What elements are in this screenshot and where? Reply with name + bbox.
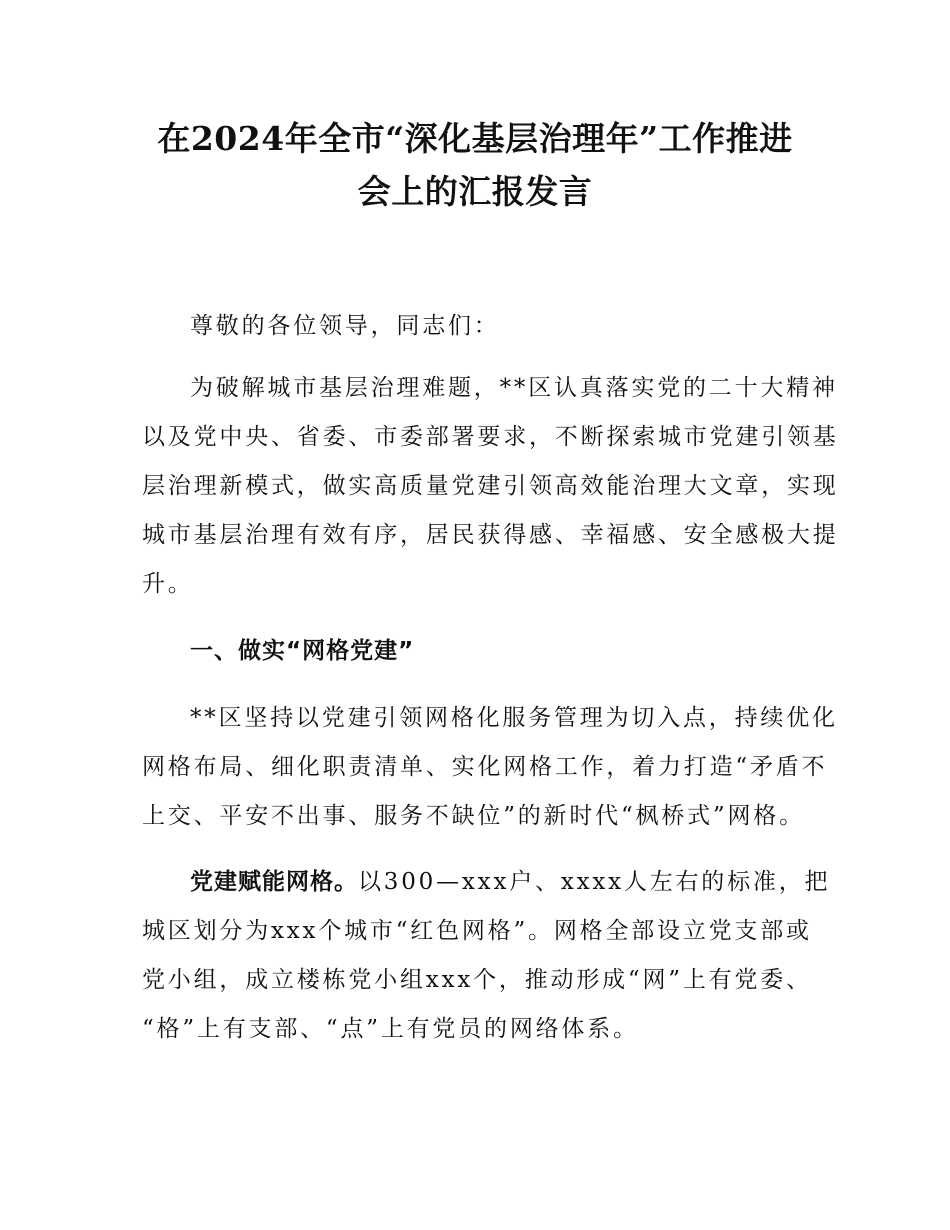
section1-para1-line: 上交、平安不出事、服务不缺位”的新时代“枫桥式”网格。 xyxy=(142,803,805,829)
section1-para2-first-line xyxy=(142,858,831,907)
section1-para2-line: “格”上有支部、“点”上有党员的网络体系。 xyxy=(142,1016,639,1042)
title-line-1: 在2024年全市“深化基层治理年”工作推进 xyxy=(157,119,793,158)
intro-paragraph xyxy=(142,364,839,609)
section1-paragraph-1 xyxy=(142,694,838,841)
section1-para2-lead: 党建赋能网格。 xyxy=(190,869,358,895)
document-title xyxy=(100,112,850,218)
section1-para1-line: **区坚持以党建引领网格化服务管理为切入点，持续优化 xyxy=(190,705,838,731)
intro-line: 层治理新模式，做实高质量党建引领高效能治理大文章，实现 xyxy=(142,473,839,499)
intro-line: 城市基层治理有效有序，居民获得感、幸福感、安全感极大提 xyxy=(142,522,839,548)
intro-line: 升。 xyxy=(142,571,194,597)
section1-para2-line: 城区划分为xxx个城市“红色网格”。网格全部设立党支部或 xyxy=(142,918,812,944)
salutation xyxy=(142,302,812,351)
title-line-2: 会上的汇报发言 xyxy=(357,172,593,211)
section-heading: 一、做实“网格党建” xyxy=(190,638,415,664)
section1-para2-line: 党小组，成立楼栋党小组xxx个，推动形成“网”上有党委、 xyxy=(142,967,812,993)
section1-para2-line: 以300—xxx户、xxxx人左右的标准，把 xyxy=(358,869,831,895)
section1-para1-line: 网格布局、细化职责清单、实化网格工作，着力打造“矛盾不 xyxy=(142,754,828,780)
salutation-text: 尊敬的各位领导，同志们： xyxy=(190,313,500,339)
intro-line: 以及党中央、省委、市委部署要求，不断探索城市党建引领基 xyxy=(142,424,839,450)
section1-paragraph-2 xyxy=(142,858,831,1054)
intro-line: 为破解城市基层治理难题，**区认真落实党的二十大精神 xyxy=(190,375,838,401)
